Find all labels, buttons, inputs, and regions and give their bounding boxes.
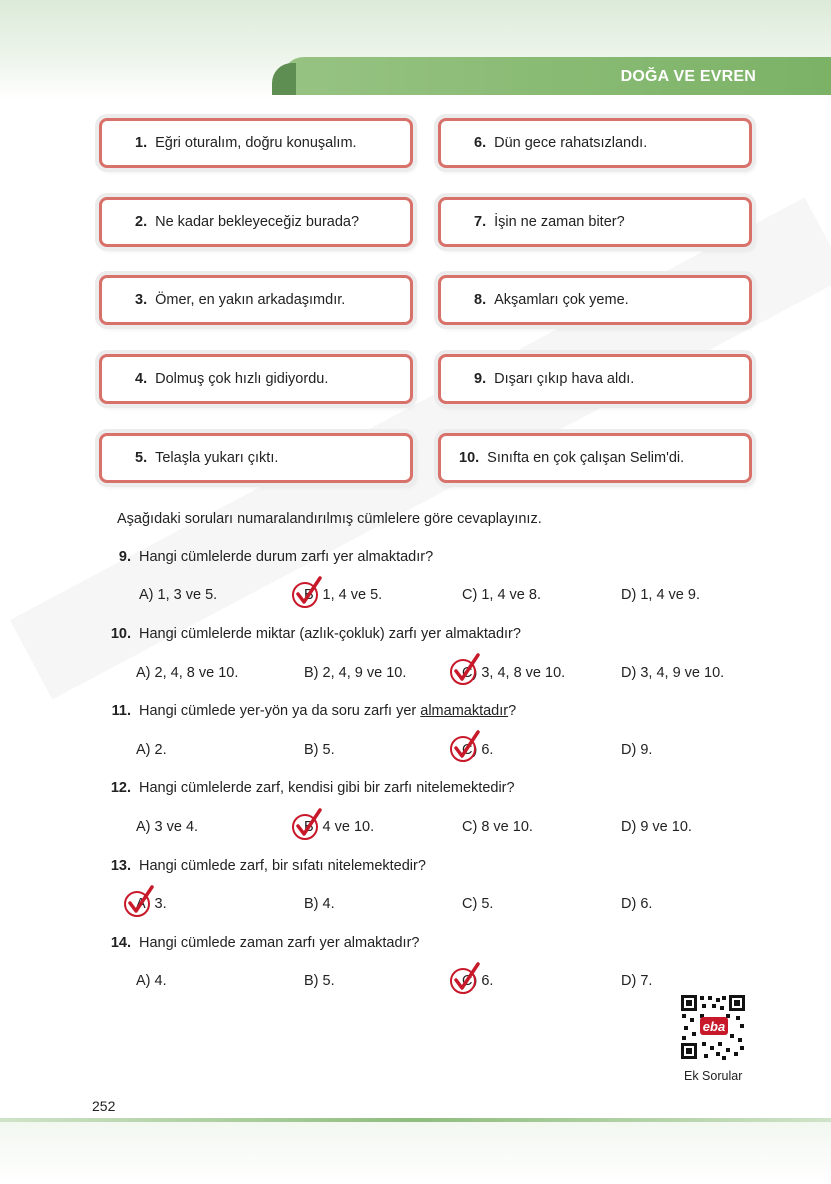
sentence-box-2 <box>99 197 413 247</box>
option-a[interactable]: A) 2. <box>136 742 167 758</box>
sentence-text: Sınıfta en çok çalışan Selim'di. <box>487 450 685 466</box>
question-14 <box>103 935 419 951</box>
option-b[interactable]: B) 4 ve 10. <box>304 819 375 835</box>
sentence-text: Eğri oturalım, doğru konuşalım. <box>155 135 357 151</box>
sentence-number: 8. <box>474 292 487 308</box>
sentence-text: Dün gece rahatsızlandı. <box>494 135 648 151</box>
option-a[interactable]: A) 4. <box>136 973 167 989</box>
sentence-box-9 <box>438 354 752 404</box>
option-c[interactable]: C) 8 ve 10. <box>462 819 533 835</box>
sentence-number: 9. <box>474 371 487 387</box>
option-c[interactable]: C) 1, 4 ve 8. <box>462 587 541 603</box>
question-number: 13. <box>110 858 131 874</box>
option-b[interactable]: B) 5. <box>304 973 335 989</box>
option-d[interactable]: D) 3, 4, 9 ve 10. <box>621 665 725 681</box>
option-c[interactable]: C) 6. <box>462 742 494 758</box>
option-d[interactable]: D) 1, 4 ve 9. <box>621 587 700 603</box>
question-number: 14. <box>110 935 131 951</box>
qr-label: Ek Sorular <box>684 1069 743 1083</box>
sentence-text: Dolmuş çok hızlı gidiyordu. <box>155 371 329 387</box>
option-d[interactable]: D) 9. <box>621 742 653 758</box>
sentence-number: 4. <box>135 371 148 387</box>
sentence-box-5 <box>99 433 413 483</box>
question-12 <box>103 780 515 796</box>
question-10 <box>103 626 521 642</box>
question-number: 10. <box>110 626 131 642</box>
unit-title: DOĞA VE EVREN <box>620 68 756 85</box>
sentence-number: 1. <box>135 135 148 151</box>
option-d[interactable]: D) 6. <box>621 896 653 912</box>
question-number: 12. <box>110 780 131 796</box>
question-text: Hangi cümlelerde zarf, kendisi gibi bir zarfı nitelemektedir? <box>139 780 515 796</box>
sentence-box-7 <box>438 197 752 247</box>
answer-check-icon <box>292 582 318 608</box>
option-a[interactable]: A) 2, 4, 8 ve 10. <box>136 665 239 681</box>
option-b[interactable]: B) 5. <box>304 742 335 758</box>
question-text-underlined: almamaktadır <box>420 703 509 719</box>
answer-check-icon <box>292 814 318 840</box>
qr-badge: eba <box>702 1019 726 1034</box>
sentence-text: İşin ne zaman biter? <box>494 214 625 230</box>
question-number: 11. <box>111 703 131 719</box>
sentence-number: 2. <box>135 214 148 230</box>
option-a[interactable]: A) 3. <box>136 896 167 912</box>
option-c[interactable]: C) 3, 4, 8 ve 10. <box>462 665 566 681</box>
sentence-text: Akşamları çok yeme. <box>494 292 629 308</box>
option-a[interactable]: A) 1, 3 ve 5. <box>139 587 218 603</box>
footer-band <box>0 1122 831 1184</box>
question-text: Hangi cümlelerde durum zarfı yer almaktadır? <box>139 549 434 565</box>
option-d[interactable]: D) 9 ve 10. <box>621 819 692 835</box>
question-11 <box>103 703 516 719</box>
question-text: Hangi cümlede zaman zarfı yer almaktadır? <box>139 935 420 951</box>
option-b[interactable]: B) 4. <box>304 896 335 912</box>
sentence-text: Dışarı çıkıp hava aldı. <box>494 371 635 387</box>
sentence-number: 3. <box>135 292 148 308</box>
answer-check-icon <box>450 736 476 762</box>
sentence-box-4 <box>99 354 413 404</box>
answer-check-icon <box>450 968 476 994</box>
question-13 <box>103 858 426 874</box>
sentence-number: 10. <box>459 450 480 466</box>
option-c[interactable]: C) 6. <box>462 973 494 989</box>
option-c[interactable]: C) 5. <box>462 896 494 912</box>
answer-check-icon <box>450 659 476 685</box>
sentence-text: Ne kadar bekleyeceğiz burada? <box>155 214 360 230</box>
option-b[interactable]: B) 2, 4, 9 ve 10. <box>304 665 407 681</box>
sentence-text: Telaşla yukarı çıktı. <box>155 450 279 466</box>
option-b[interactable]: B) 1, 4 ve 5. <box>304 587 383 603</box>
question-text: Hangi cümlelerde miktar (azlık-çokluk) zarfı yer almaktadır? <box>139 626 521 642</box>
sentence-text: Ömer, en yakın arkadaşımdır. <box>155 292 346 308</box>
sentence-box-8 <box>438 275 752 325</box>
question-text-end: ? <box>508 703 517 719</box>
instructions: Aşağıdaki soruları numaralandırılmış cümlelere göre cevaplayınız. <box>117 511 542 527</box>
sentence-number: 7. <box>474 214 487 230</box>
option-a[interactable]: A) 3 ve 4. <box>136 819 199 835</box>
sentence-number: 5. <box>135 450 148 466</box>
question-9 <box>103 549 433 565</box>
page-number: 252 <box>92 1098 116 1114</box>
question-text: Hangi cümlede yer-yön ya da soru zarfı yer <box>139 703 421 719</box>
option-d[interactable]: D) 7. <box>621 973 653 989</box>
qr-code-icon[interactable] <box>680 994 746 1060</box>
answer-check-icon <box>124 891 150 917</box>
sentence-box-10 <box>438 433 752 483</box>
sentence-number: 6. <box>474 135 487 151</box>
question-number: 9. <box>118 549 131 565</box>
sentence-box-3 <box>99 275 413 325</box>
question-text: Hangi cümlede zarf, bir sıfatı nitelemektedir? <box>139 858 426 874</box>
sentence-box-1 <box>99 118 413 168</box>
sentence-box-6 <box>438 118 752 168</box>
